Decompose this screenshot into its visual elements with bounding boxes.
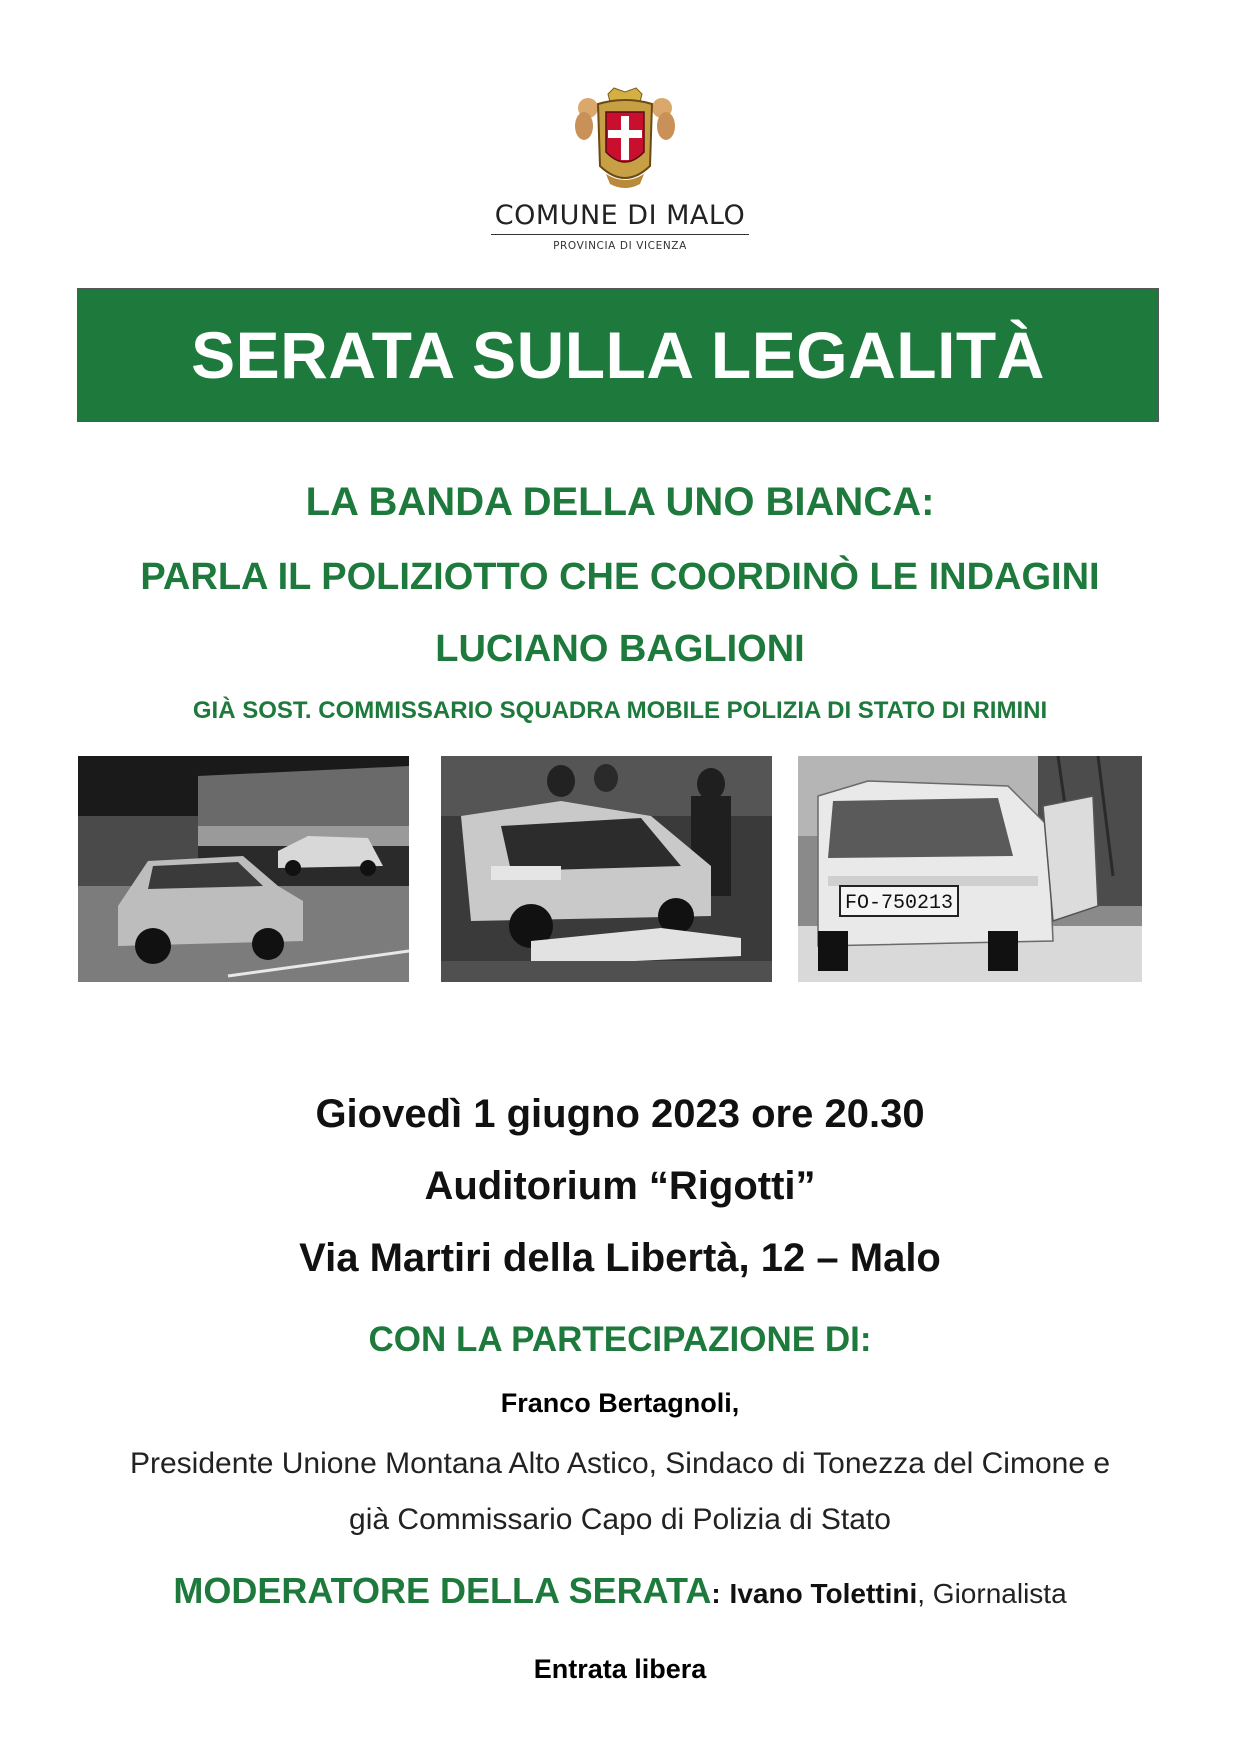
moderator-colon: : bbox=[711, 1578, 721, 1609]
speaker-role: GIÀ SOST. COMMISSARIO SQUADRA MOBILE POLIZIA DI STATO DI RIMINI bbox=[192, 697, 1048, 724]
title-banner bbox=[77, 288, 1159, 422]
license-plate-text: FO-750213 bbox=[844, 892, 954, 915]
moderator-role: , Giornalista bbox=[917, 1578, 1067, 1609]
event-address: Via Martiri della Libertà, 12 – Malo bbox=[299, 1236, 941, 1280]
moderator-label: MODERATORE DELLA SERATA bbox=[173, 1570, 712, 1611]
province-name: PROVINCIA DI VICENZA bbox=[553, 240, 687, 252]
event-datetime: Giovedì 1 giugno 2023 ore 20.30 bbox=[315, 1092, 925, 1136]
event-venue: Auditorium “Rigotti” bbox=[424, 1164, 816, 1208]
photo-crime-scene-3 bbox=[798, 756, 1142, 982]
photo-crime-scene-2 bbox=[441, 756, 772, 982]
participation-label: CON LA PARTECIPAZIONE DI: bbox=[368, 1320, 872, 1359]
page-title: SERATA SULLA LEGALITÀ bbox=[191, 318, 1045, 392]
subtitle-line-1: LA BANDA DELLA UNO BIANCA: bbox=[305, 480, 935, 524]
guest-role: Presidente Unione Montana Alto Astico, Sindaco di Tonezza del Cimone e già Commissario Capo di Polizia di Stato bbox=[129, 1447, 1111, 1536]
subtitle-line-2: PARLA IL POLIZIOTTO CHE COORDINÒ LE INDAGINI bbox=[140, 556, 1100, 598]
speaker-name: LUCIANO BAGLIONI bbox=[435, 628, 805, 670]
photo-crime-scene-1 bbox=[78, 756, 409, 982]
municipal-coat-of-arms-icon bbox=[570, 86, 680, 196]
entry-note: Entrata libera bbox=[533, 1654, 707, 1684]
municipality-name: COMUNE DI MALO bbox=[0, 200, 1240, 231]
guest-name: Franco Bertagnoli, bbox=[500, 1388, 740, 1418]
moderator-name: Ivano Tolettini bbox=[729, 1578, 918, 1609]
moderator-line bbox=[0, 1570, 1240, 1612]
